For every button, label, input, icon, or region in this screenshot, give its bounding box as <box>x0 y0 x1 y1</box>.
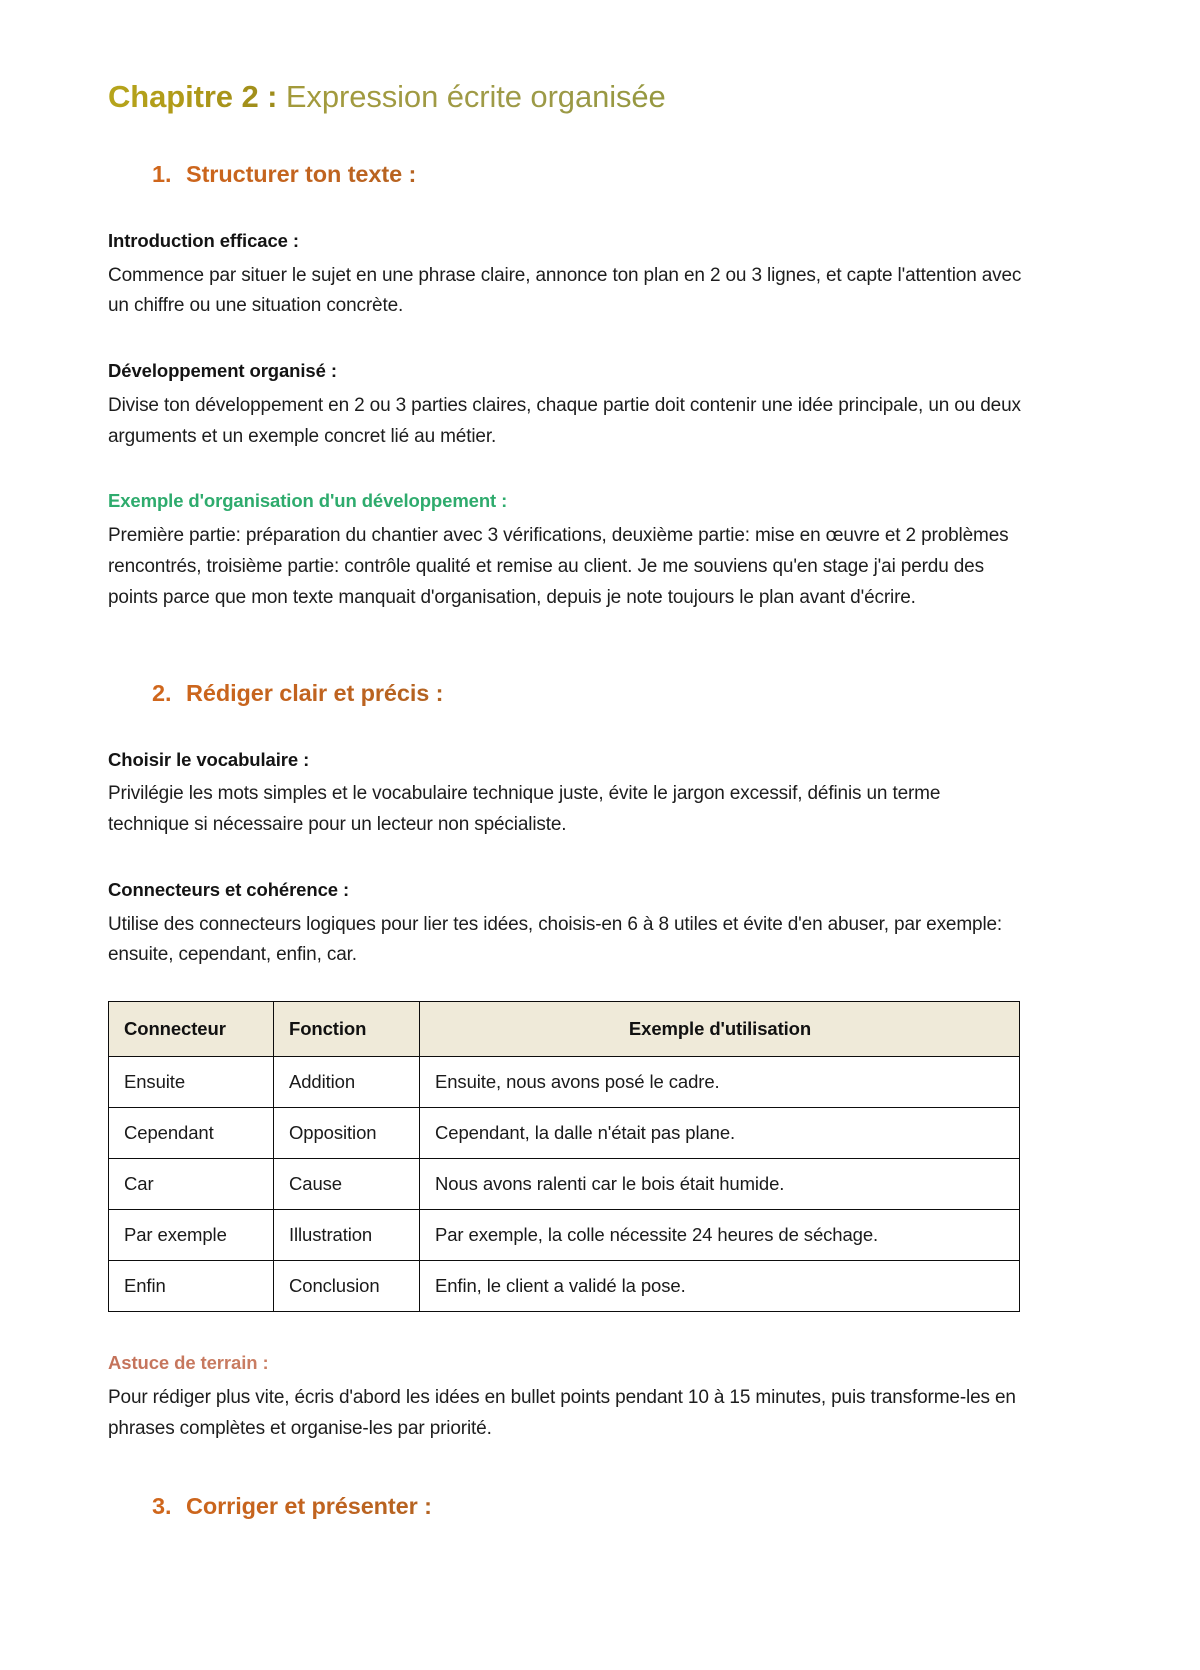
block-astuce-de-terrain <box>108 1350 1026 1444</box>
cell-exemple: Cependant, la dalle n'était pas plane. <box>420 1108 1020 1159</box>
column-header-fonction: Fonction <box>274 1002 420 1057</box>
sub-heading-exemple-organisation: Exemple d'organisation d'un développement : <box>108 490 508 512</box>
column-header-connecteur: Connecteur <box>109 1002 274 1057</box>
sub-heading-connecteurs-coherence: Connecteurs et cohérence : <box>108 878 350 900</box>
body-text-introduction-efficace: Commence par situer le sujet en une phrase claire, annonce ton plan en 2 ou 3 lignes, et capte l'attention avec un chiffre ou une situation concrète. <box>108 264 1022 317</box>
cell-connecteur: Ensuite <box>109 1057 274 1108</box>
block-introduction-efficace <box>108 228 1026 322</box>
table-row <box>109 1261 1020 1312</box>
body-text-astuce-de-terrain: Pour rédiger plus vite, écris d'abord les idées en bullet points pendant 10 à 15 minutes, puis transforme-les en phrases complètes et organise-les par priorité. <box>108 1387 1016 1439</box>
spacer-before-section-2 <box>108 650 1026 680</box>
section-heading-1 <box>108 161 1026 188</box>
cell-fonction: Addition <box>274 1057 420 1108</box>
sub-heading-introduction-efficace: Introduction efficace : <box>108 229 299 251</box>
page-title-chapter-label: Chapitre 2 : <box>108 79 278 114</box>
table-row <box>109 1108 1020 1159</box>
page-title-subject: Expression écrite organisée <box>277 79 666 114</box>
cell-connecteur: Par exemple <box>109 1210 274 1261</box>
section-title-1: Structurer ton texte : <box>186 160 417 187</box>
body-text-developpement-organise: Divise ton développement en 2 ou 3 parties claires, chaque partie doit contenir une idée principale, un ou deux arguments et un exemple concret lié au métier. <box>108 394 1021 447</box>
body-text-connecteurs-coherence: Utilise des connecteurs logiques pour lier tes idées, choisis-en 6 à 8 utiles et évite d'en abuser, par exemple: ensuite, cependant, enfin, car. <box>108 913 1003 966</box>
cell-exemple: Ensuite, nous avons posé le cadre. <box>420 1057 1020 1108</box>
cell-fonction: Conclusion <box>274 1261 420 1312</box>
cell-exemple: Nous avons ralenti car le bois était humide. <box>420 1159 1020 1210</box>
section-heading-2 <box>108 680 1026 707</box>
block-connecteurs-coherence <box>108 877 1026 971</box>
table-row <box>109 1159 1020 1210</box>
cell-connecteur: Car <box>109 1159 274 1210</box>
section-title-3: Corriger et présenter : <box>186 1492 432 1519</box>
cell-exemple: Par exemple, la colle nécessite 24 heures de séchage. <box>420 1210 1020 1261</box>
cell-fonction: Illustration <box>274 1210 420 1261</box>
connector-table-container <box>108 1001 1026 1312</box>
table-row <box>109 1057 1020 1108</box>
section-number-1: 1. <box>152 160 172 187</box>
cell-connecteur: Enfin <box>109 1261 274 1312</box>
section-number-2: 2. <box>152 679 172 706</box>
block-exemple-organisation <box>108 488 1026 613</box>
section-title-2: Rédiger clair et précis : <box>186 679 444 706</box>
table-row <box>109 1210 1020 1261</box>
block-choisir-vocabulaire <box>108 747 1026 841</box>
cell-fonction: Cause <box>274 1159 420 1210</box>
document-content <box>108 78 1026 1560</box>
cell-fonction: Opposition <box>274 1108 420 1159</box>
connector-table-body <box>109 1057 1020 1312</box>
table-header-row <box>109 1002 1020 1057</box>
connector-table-head <box>109 1002 1020 1057</box>
body-text-exemple-organisation: Première partie: préparation du chantier avec 3 vérifications, deuxième partie: mise en œuvre et 2 problèmes rencontrés, troisième partie: contrôle qualité et remise au client. Je me souviens qu'en stage j'ai perdu des points parce que mon texte manquait d'organisation, depuis je note toujours le plan avant d'écrire. <box>108 525 1009 608</box>
connector-table <box>108 1001 1020 1312</box>
cell-exemple: Enfin, le client a validé la pose. <box>420 1261 1020 1312</box>
section-number-3: 3. <box>152 1492 172 1519</box>
block-developpement-organise <box>108 358 1026 452</box>
section-heading-3 <box>108 1493 1026 1520</box>
column-header-exemple: Exemple d'utilisation <box>420 1002 1020 1057</box>
body-text-choisir-vocabulaire: Privilégie les mots simples et le vocabulaire technique juste, évite le jargon excessif, définis un terme technique si nécessaire pour un lecteur non spécialiste. <box>108 783 941 836</box>
page-title <box>108 78 1026 117</box>
spacer-before-section-3 <box>108 1481 1026 1493</box>
sub-heading-developpement-organise: Développement organisé : <box>108 360 337 382</box>
sub-heading-choisir-vocabulaire: Choisir le vocabulaire : <box>108 748 310 770</box>
sub-heading-astuce-de-terrain: Astuce de terrain : <box>108 1350 1026 1377</box>
cell-connecteur: Cependant <box>109 1108 274 1159</box>
